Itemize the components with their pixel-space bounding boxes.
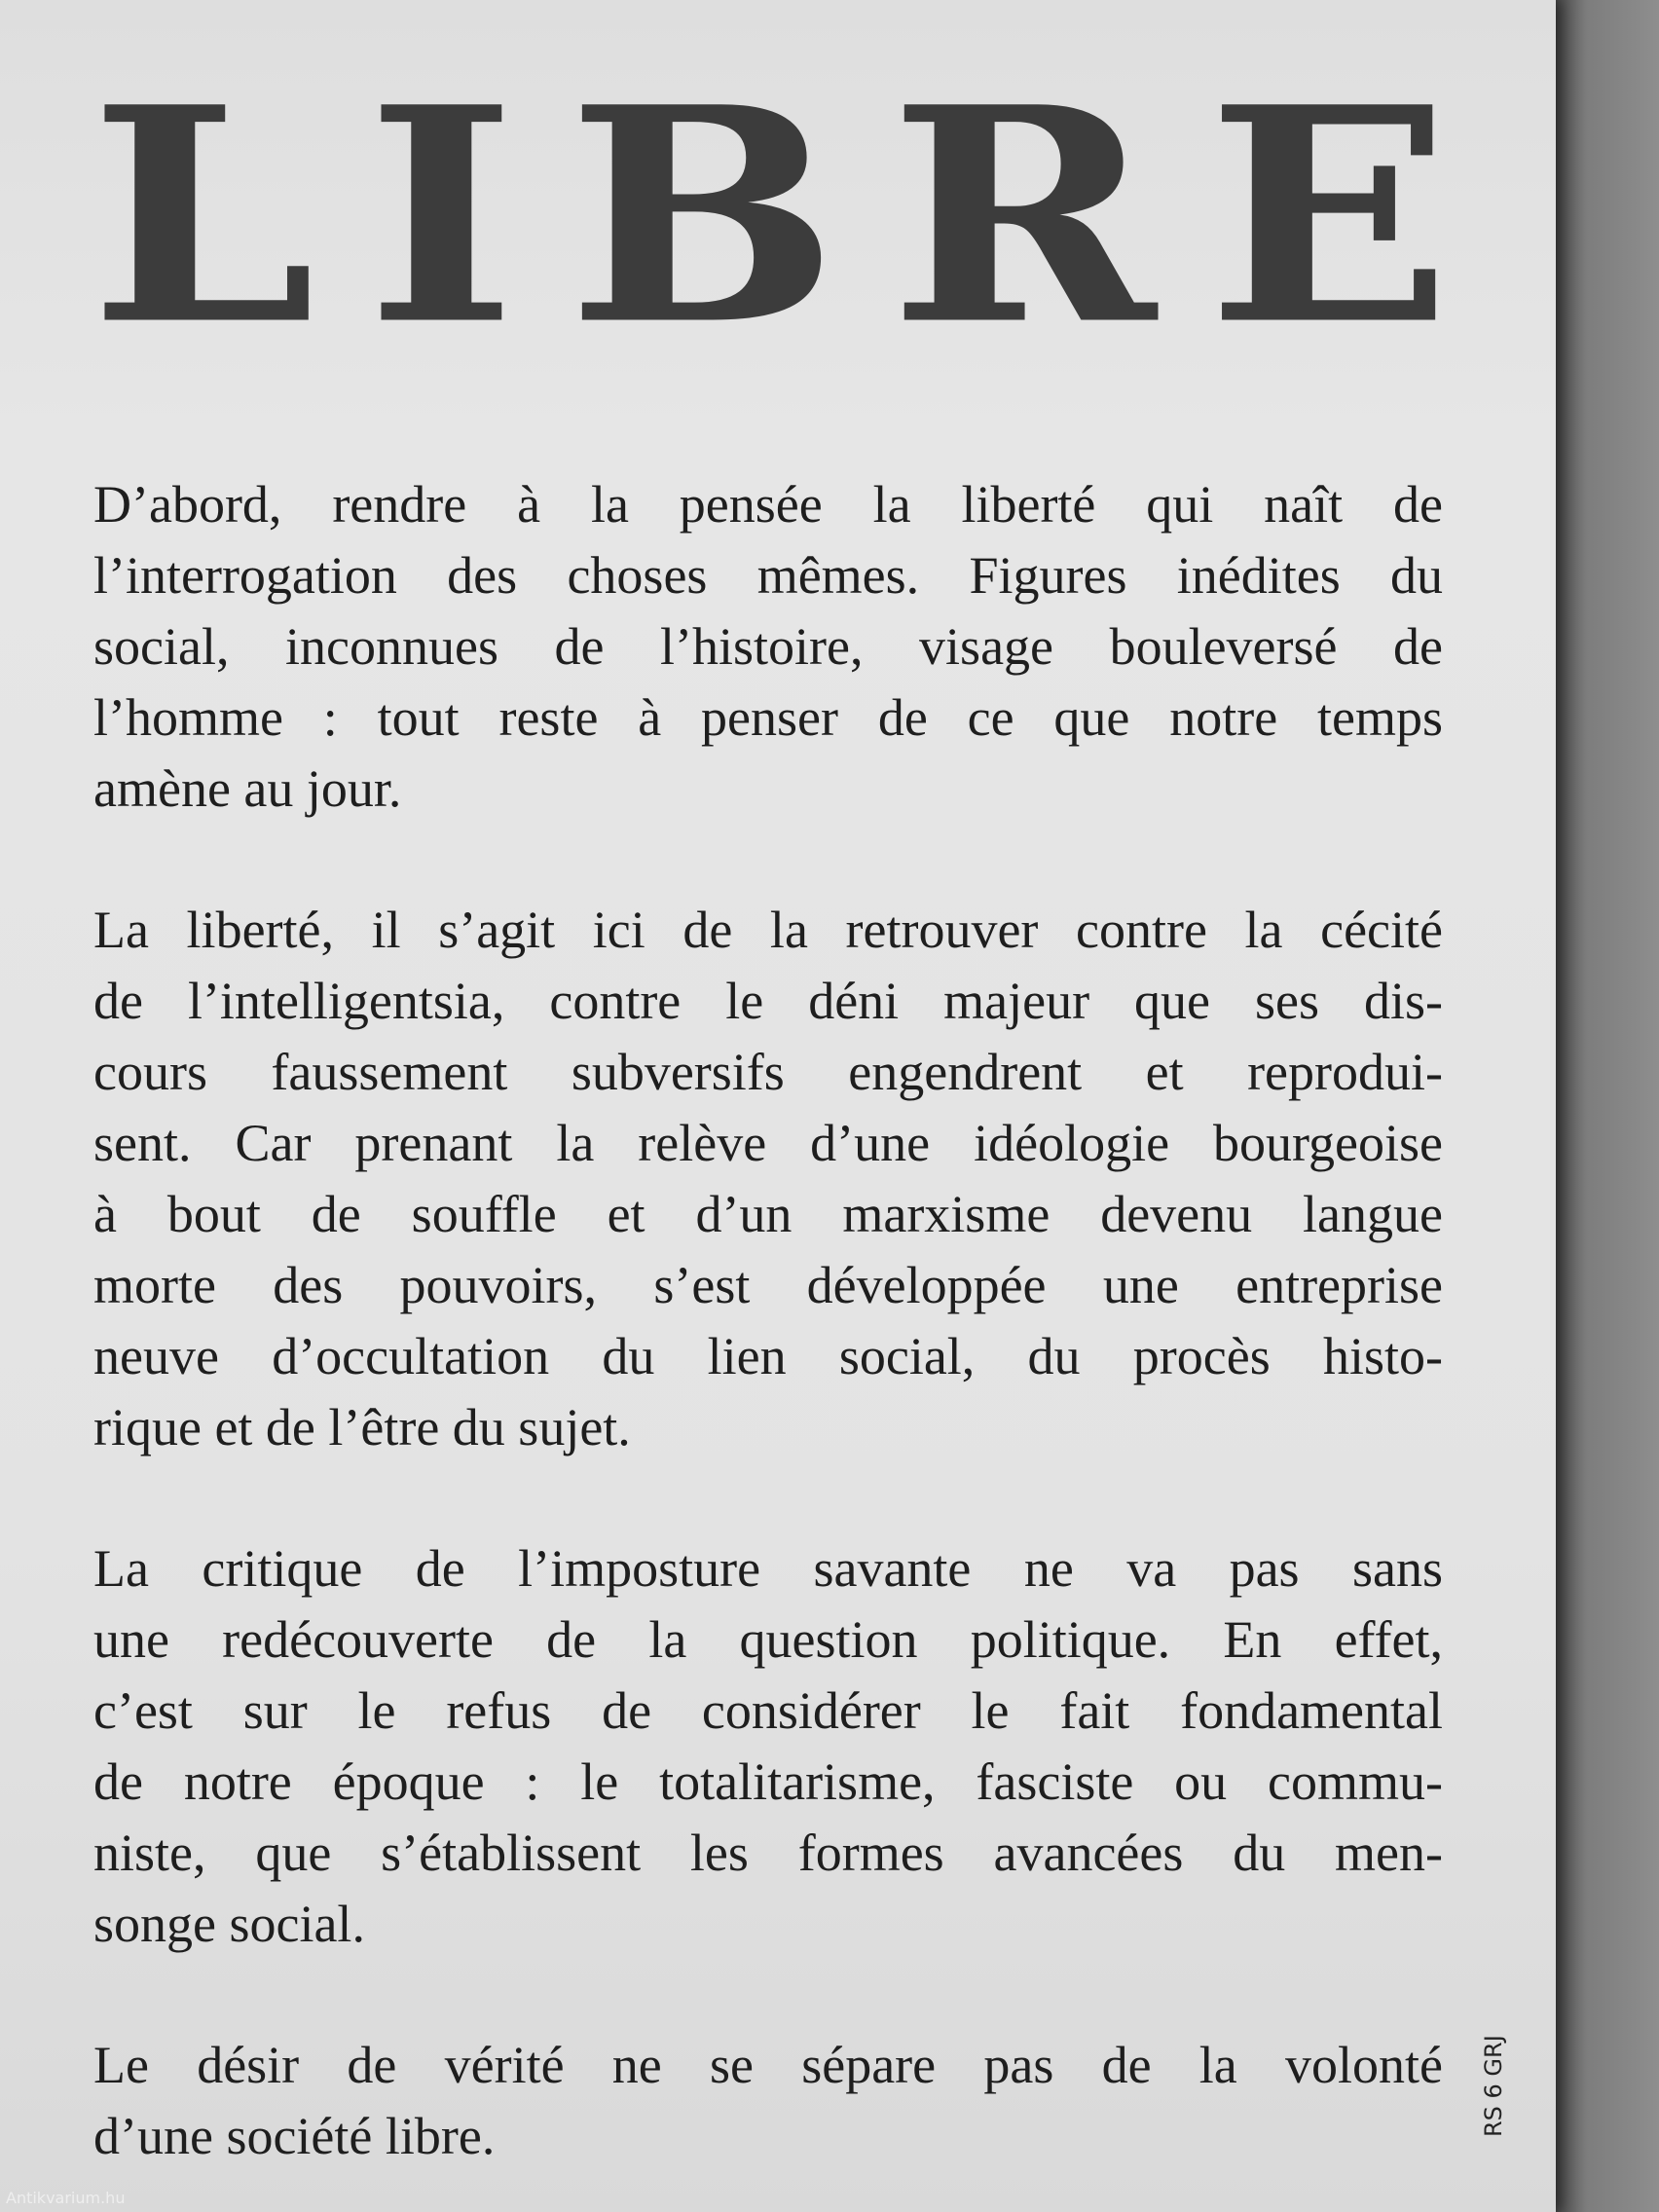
text-line: l’interrogation des choses mêmes. Figures inédites du bbox=[93, 546, 1443, 605]
text-line: d’une société libre. bbox=[93, 2107, 496, 2165]
paragraph-4 bbox=[93, 2030, 1443, 2172]
text-line: niste, que s’établissent les formes avancées du men- bbox=[93, 1824, 1443, 1882]
paragraph-3 bbox=[93, 1533, 1443, 1960]
blurb-text bbox=[93, 469, 1443, 2212]
text-line: social, inconnues de l’histoire, visage bouleversé de bbox=[93, 617, 1443, 676]
text-line: rique et de l’être du sujet. bbox=[93, 1398, 631, 1456]
text-line: La liberté, il s’agit ici de la retrouver contre la cécité bbox=[93, 901, 1443, 959]
text-line: songe social. bbox=[93, 1895, 365, 1953]
text-line: D’abord, rendre à la pensée la liberté qui naît de bbox=[93, 475, 1443, 534]
text-line: cours faussement subversifs engendrent et reprodui- bbox=[93, 1043, 1443, 1101]
paragraph-1 bbox=[93, 469, 1443, 825]
text-line: morte des pouvoirs, s’est développée une entreprise bbox=[93, 1256, 1443, 1314]
cover-title: LIBRE bbox=[90, 42, 1503, 390]
text-line: à bout de souffle et d’un marxisme devenu langue bbox=[93, 1185, 1443, 1243]
text-line: amène au jour. bbox=[93, 759, 402, 818]
text-line: une redécouverte de la question politique. En effet, bbox=[93, 1610, 1443, 1669]
text-line: c’est sur le refus de considérer le fait fondamental bbox=[93, 1681, 1443, 1740]
text-line: neuve d’occultation du lien social, du procès histo- bbox=[93, 1327, 1443, 1385]
text-line: sent. Car prenant la relève d’une idéologie bourgeoise bbox=[93, 1114, 1443, 1172]
text-line: l’homme : tout reste à penser de ce que notre temps bbox=[93, 688, 1443, 747]
text-line: La critique de l’imposture savante ne va pas sans bbox=[93, 1539, 1443, 1598]
watermark-text: Antikvarium.hu bbox=[6, 2189, 126, 2207]
paragraph-2 bbox=[93, 895, 1443, 1463]
cover-edge-shadow bbox=[1556, 0, 1659, 2212]
text-line: de notre époque : le totalitarisme, fasciste ou commu- bbox=[93, 1752, 1443, 1811]
text-line: Le désir de vérité ne se sépare pas de la volonté bbox=[93, 2036, 1443, 2094]
spine-code: RS 6 GRJ bbox=[1480, 2035, 1507, 2137]
text-line: de l’intelligentsia, contre le déni majeur que ses dis- bbox=[93, 972, 1443, 1030]
